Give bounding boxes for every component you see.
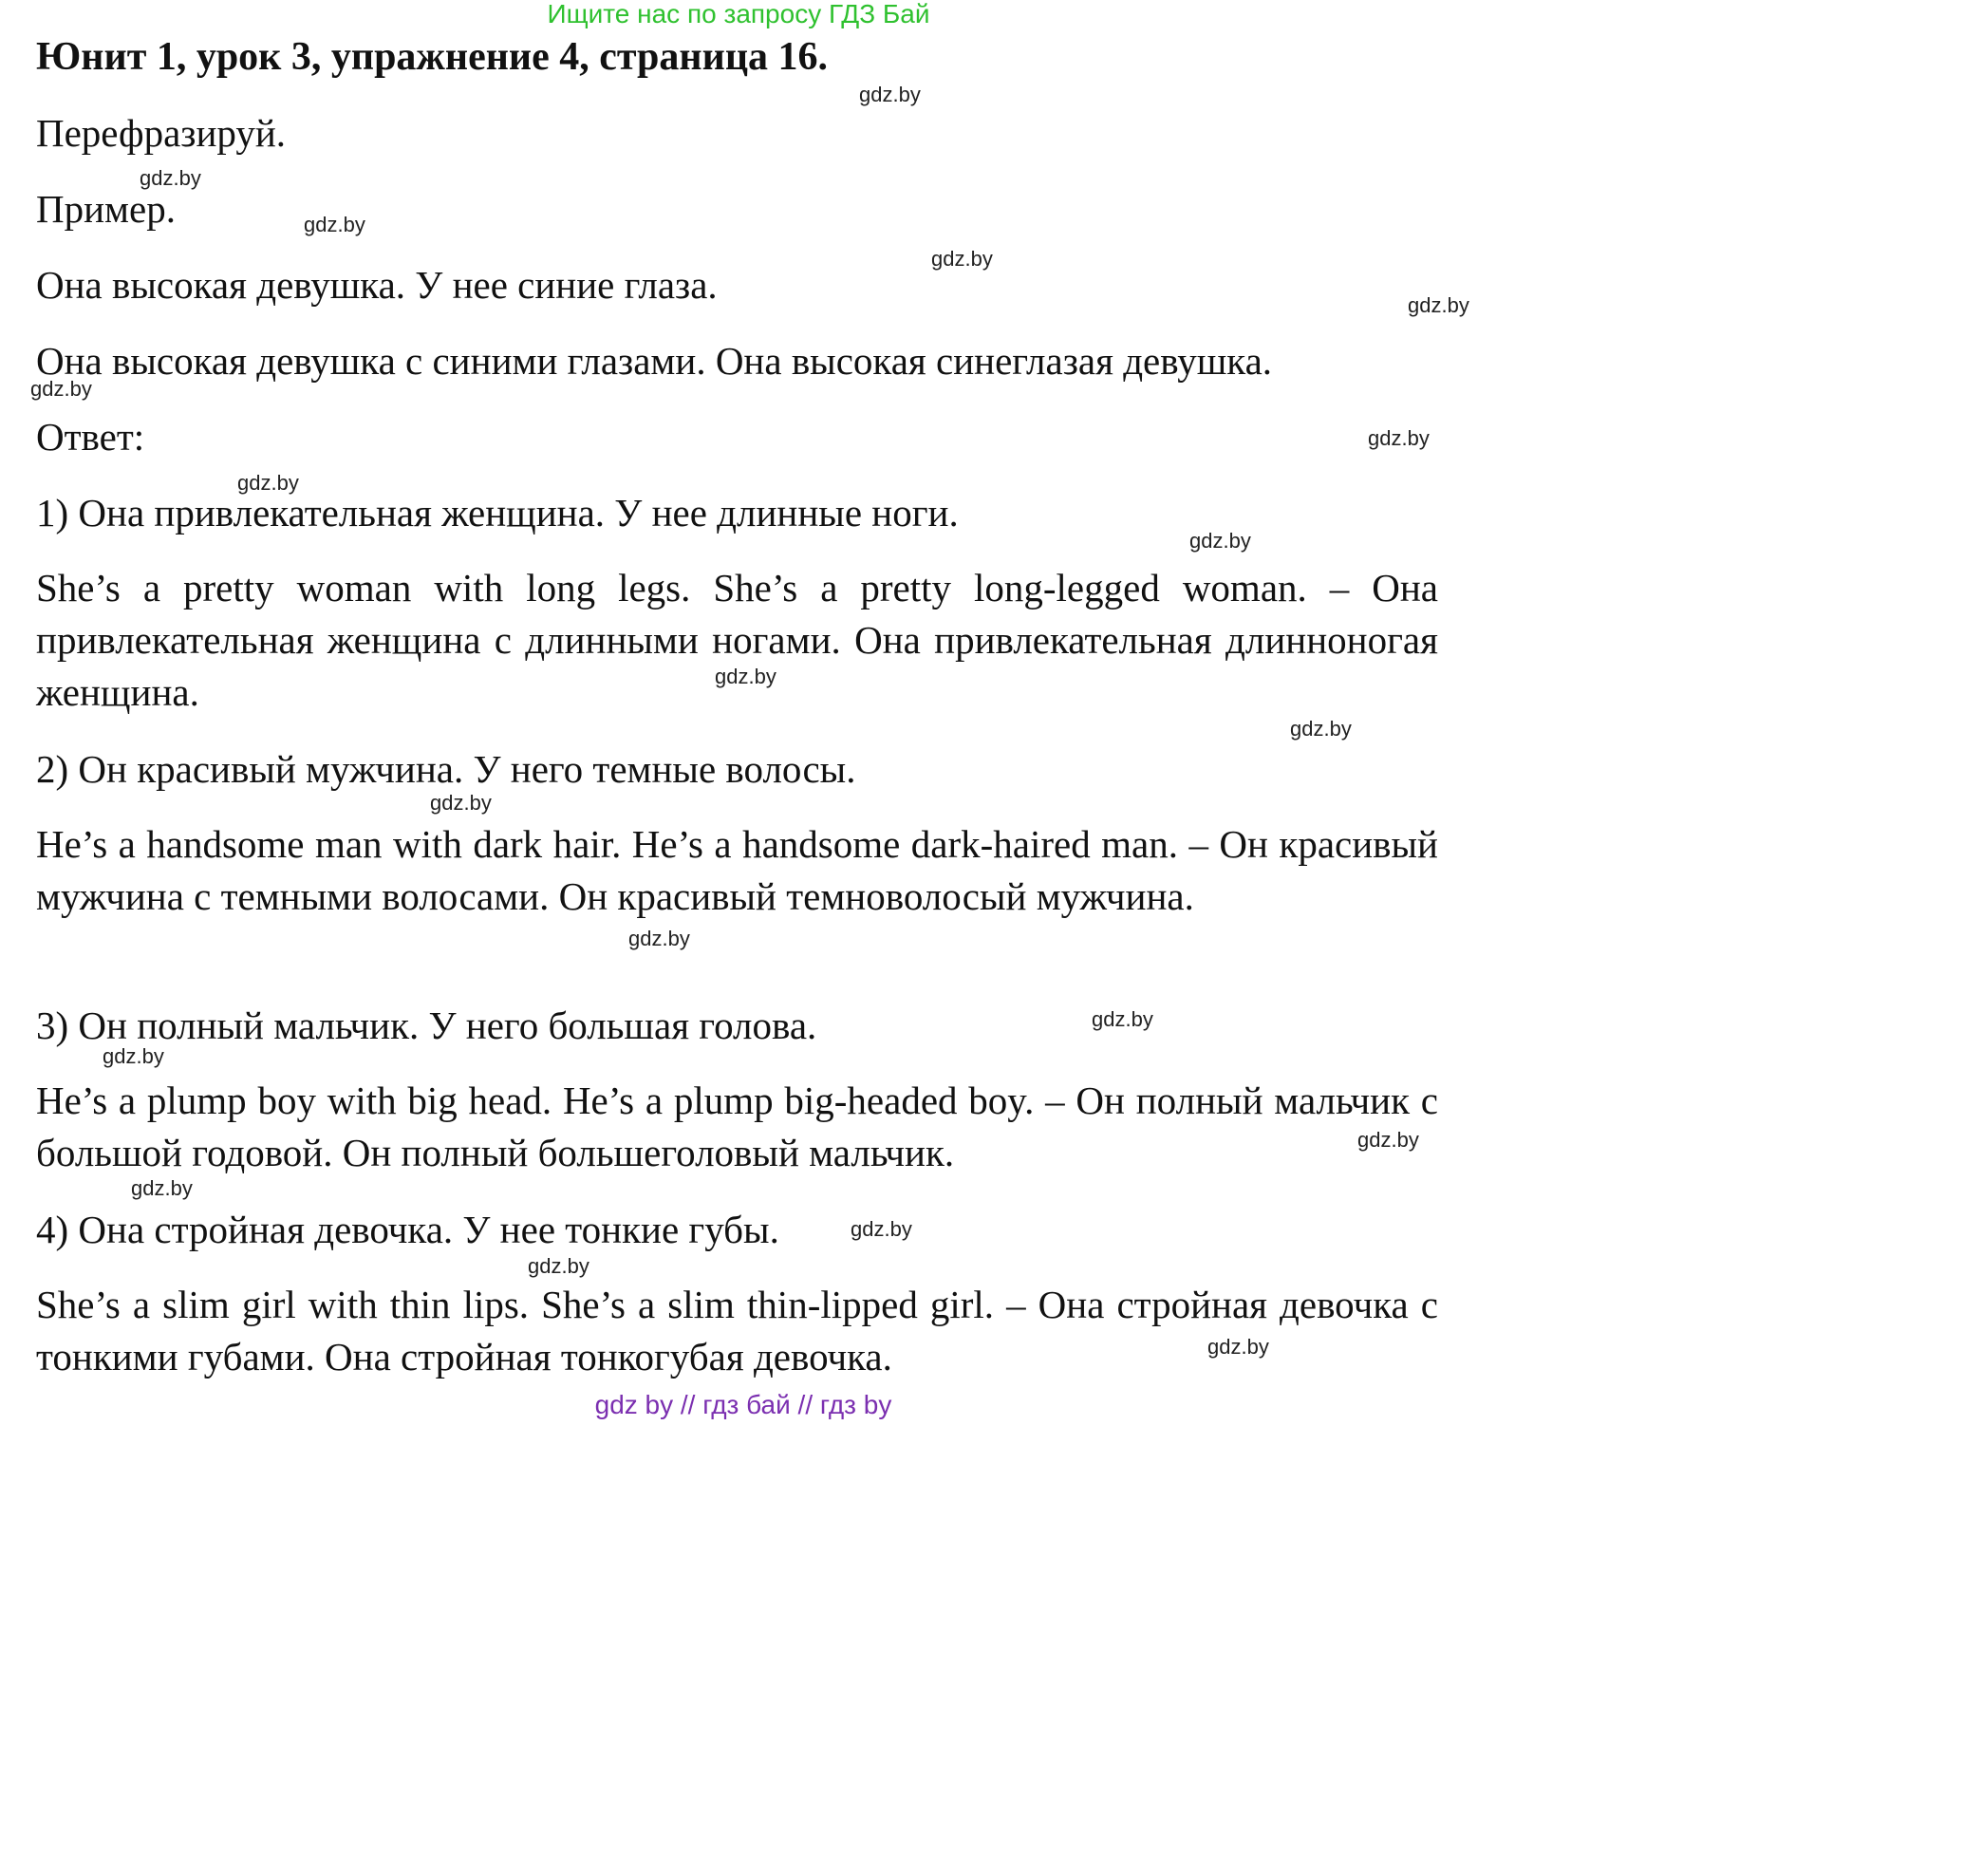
instruction: Перефразируй. — [36, 111, 287, 155]
example-line-1: Она высокая девушка. У нее синие глаза. — [36, 263, 718, 307]
page-title: Юнит 1, урок 3, упражнение 4, страница 16. — [36, 35, 829, 79]
watermark: gdz.by — [430, 791, 492, 815]
watermark: gdz.by — [859, 83, 921, 106]
watermark: gdz.by — [1207, 1335, 1269, 1359]
watermark: gdz.by — [131, 1176, 193, 1200]
watermark: gdz.by — [30, 377, 92, 401]
example-line-2: Она высокая девушка с синими глазами. Она высокая синеглазая девушка. — [36, 339, 1273, 383]
watermark: gdz.by — [1189, 529, 1251, 553]
watermark: gdz.by — [140, 166, 201, 190]
search-banner[interactable]: Ищите нас по запросу ГДЗ Бай — [547, 0, 930, 28]
item-1-prompt: 1) Она привлекательная женщина. У нее длинные ноги. — [36, 491, 959, 535]
item-2-answer: He’s a handsome man with dark hair. He’s a handsome dark-haired man. – Он красивый мужчина с темными волосами. Он красивый темноволосый мужчина. — [36, 822, 1438, 918]
watermark: gdz.by — [1357, 1128, 1419, 1152]
watermark: gdz.by — [237, 471, 299, 495]
example-label: Пример. — [36, 187, 176, 231]
watermark: gdz.by — [851, 1217, 912, 1241]
watermark: gdz.by — [715, 665, 776, 688]
watermark: gdz.by — [628, 927, 690, 950]
watermark: gdz.by — [1290, 717, 1352, 741]
footer-links[interactable]: gdz by // гдз бай // гдз by — [594, 1390, 892, 1419]
watermark: gdz.by — [1408, 293, 1469, 317]
watermark: gdz.by — [528, 1254, 589, 1278]
item-1-answer: She’s a pretty woman with long legs. She’s a pretty long-legged woman. – Она привлекательная женщина с длинными ногами. Она привлекательная длинноногая женщина. — [36, 566, 1438, 714]
watermark: gdz.by — [931, 247, 993, 271]
item-2-prompt: 2) Он красивый мужчина. У него темные волосы. — [36, 747, 856, 791]
watermark: gdz.by — [103, 1044, 164, 1068]
watermark: gdz.by — [1368, 426, 1430, 450]
answer-label: Ответ: — [36, 415, 145, 459]
item-3-answer: He’s a plump boy with big head. He’s a plump big-headed boy. – Он полный мальчик с большой годовой. Он полный большеголовый мальчик. — [36, 1079, 1438, 1174]
watermark: gdz.by — [1092, 1007, 1153, 1031]
item-3-prompt: 3) Он полный мальчик. У него большая голова. — [36, 1004, 817, 1047]
item-4-prompt: 4) Она стройная девочка. У нее тонкие губы. — [36, 1208, 779, 1251]
watermark: gdz.by — [304, 213, 365, 236]
item-4-answer: She’s a slim girl with thin lips. She’s a slim thin-lipped girl. – Она стройная девочка с тонкими губами. Она стройная тонкогубая девочка. — [36, 1283, 1438, 1379]
